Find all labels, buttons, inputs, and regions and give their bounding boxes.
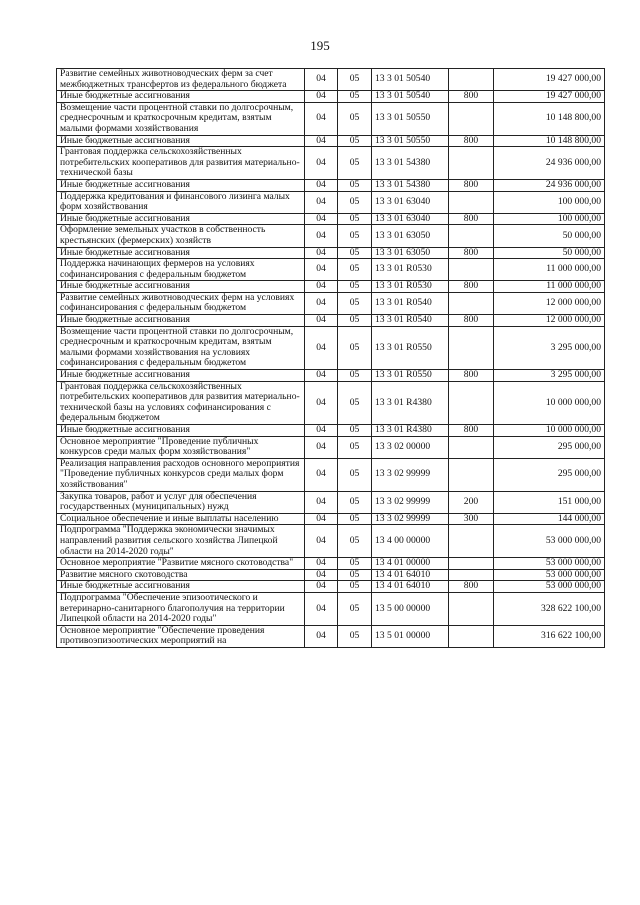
row-section: 04 xyxy=(305,225,338,247)
row-subsection: 05 xyxy=(338,213,372,225)
row-expense-type xyxy=(449,326,494,369)
row-section: 04 xyxy=(305,213,338,225)
row-expense-type: 800 xyxy=(449,281,494,293)
row-subsection: 05 xyxy=(338,91,372,103)
row-section: 04 xyxy=(305,247,338,259)
row-target-code: 13 4 01 64010 xyxy=(372,581,449,593)
row-amount: 24 936 000,00 xyxy=(494,179,605,191)
row-name: Закупка товаров, работ и услуг для обеспечения государственных (муниципальных) нужд xyxy=(57,491,305,513)
row-name: Основное мероприятие "Обеспечение проведения противоэпизоотических мероприятий на xyxy=(57,625,305,647)
row-amount: 53 000 000,00 xyxy=(494,525,605,558)
row-target-code: 13 3 02 99999 xyxy=(372,491,449,513)
row-subsection: 05 xyxy=(338,259,372,281)
row-name: Грантовая поддержка сельскохозяйственных потребительских кооперативов для развития материально-технической базы на условиях софинансирования с федеральным бюджетом xyxy=(57,381,305,424)
table-row xyxy=(57,513,605,525)
row-name: Иные бюджетные ассигнования xyxy=(57,581,305,593)
row-expense-type: 300 xyxy=(449,513,494,525)
row-name: Иные бюджетные ассигнования xyxy=(57,213,305,225)
row-name: Иные бюджетные ассигнования xyxy=(57,179,305,191)
row-subsection: 05 xyxy=(338,370,372,382)
row-section: 04 xyxy=(305,91,338,103)
row-subsection: 05 xyxy=(338,191,372,213)
row-target-code: 13 3 01 63050 xyxy=(372,247,449,259)
row-expense-type: 800 xyxy=(449,247,494,259)
row-subsection: 05 xyxy=(338,436,372,458)
row-name: Подпрограмма "Обеспечение эпизоотического и ветеринарно-санитарного благополучия на территории Липецкой области на 2014-2020 годы" xyxy=(57,592,305,625)
row-section: 04 xyxy=(305,281,338,293)
row-expense-type xyxy=(449,191,494,213)
table-row xyxy=(57,491,605,513)
row-amount: 53 000 000,00 xyxy=(494,581,605,593)
table-row xyxy=(57,69,605,91)
row-subsection: 05 xyxy=(338,625,372,647)
row-subsection: 05 xyxy=(338,558,372,570)
row-target-code: 13 5 01 00000 xyxy=(372,625,449,647)
row-amount: 144 000,00 xyxy=(494,513,605,525)
row-expense-type xyxy=(449,69,494,91)
row-target-code: 13 3 01 63050 xyxy=(372,225,449,247)
row-section: 04 xyxy=(305,581,338,593)
row-expense-type: 800 xyxy=(449,179,494,191)
row-section: 04 xyxy=(305,513,338,525)
row-name: Поддержка кредитования и финансового лизинга малых форм хозяйствования xyxy=(57,191,305,213)
table-row xyxy=(57,147,605,180)
table-row xyxy=(57,213,605,225)
row-expense-type xyxy=(449,259,494,281)
row-section: 04 xyxy=(305,436,338,458)
row-expense-type xyxy=(449,292,494,314)
row-target-code: 13 3 01 R4380 xyxy=(372,425,449,437)
table-row xyxy=(57,381,605,424)
row-amount: 12 000 000,00 xyxy=(494,315,605,327)
row-target-code: 13 3 01 R0540 xyxy=(372,292,449,314)
table-row xyxy=(57,191,605,213)
row-name: Реализация направления расходов основного мероприятия "Проведение публичных конкурсов среди малых форм хозяйствования" xyxy=(57,458,305,491)
row-subsection: 05 xyxy=(338,381,372,424)
row-subsection: 05 xyxy=(338,592,372,625)
row-expense-type: 800 xyxy=(449,135,494,147)
row-section: 04 xyxy=(305,191,338,213)
row-expense-type xyxy=(449,592,494,625)
row-section: 04 xyxy=(305,147,338,180)
row-subsection: 05 xyxy=(338,491,372,513)
row-expense-type: 800 xyxy=(449,315,494,327)
row-name: Иные бюджетные ассигнования xyxy=(57,281,305,293)
budget-table xyxy=(56,68,605,648)
table-row xyxy=(57,458,605,491)
page-number: 195 xyxy=(310,38,330,53)
row-name: Иные бюджетные ассигнования xyxy=(57,370,305,382)
row-amount: 151 000,00 xyxy=(494,491,605,513)
budget-table-body xyxy=(57,69,605,648)
row-name: Основное мероприятие "Развитие мясного скотоводства" xyxy=(57,558,305,570)
row-section: 04 xyxy=(305,592,338,625)
row-subsection: 05 xyxy=(338,525,372,558)
row-name: Возмещение части процентной ставки по долгосрочным, среднесрочным и краткосрочным кредитам, взятым малыми формами хозяйствования на условиях софинансирования с федеральным бюджетом xyxy=(57,326,305,369)
table-row xyxy=(57,592,605,625)
row-subsection: 05 xyxy=(338,292,372,314)
row-amount: 3 295 000,00 xyxy=(494,370,605,382)
row-target-code: 13 4 01 64010 xyxy=(372,569,449,581)
row-target-code: 13 3 01 R4380 xyxy=(372,381,449,424)
row-expense-type xyxy=(449,625,494,647)
row-target-code: 13 4 00 00000 xyxy=(372,525,449,558)
row-section: 04 xyxy=(305,425,338,437)
row-name: Иные бюджетные ассигнования xyxy=(57,315,305,327)
row-target-code: 13 3 02 99999 xyxy=(372,513,449,525)
table-row xyxy=(57,558,605,570)
row-section: 04 xyxy=(305,458,338,491)
row-expense-type xyxy=(449,436,494,458)
row-subsection: 05 xyxy=(338,425,372,437)
row-name: Развитие семейных животноводческих ферм за счет межбюджетных трансфертов из федерального бюджета xyxy=(57,69,305,91)
row-name: Основное мероприятие "Проведение публичных конкурсов среди малых форм хозяйствования" xyxy=(57,436,305,458)
row-expense-type: 800 xyxy=(449,581,494,593)
row-amount: 10 148 800,00 xyxy=(494,102,605,135)
row-amount: 53 000 000,00 xyxy=(494,569,605,581)
row-subsection: 05 xyxy=(338,513,372,525)
row-name: Подпрограмма "Поддержка экономически значимых направлений развития сельского хозяйства Липецкой области на 2014-2020 годы" xyxy=(57,525,305,558)
table-row xyxy=(57,525,605,558)
table-row xyxy=(57,225,605,247)
row-amount: 11 000 000,00 xyxy=(494,259,605,281)
row-name: Иные бюджетные ассигнования xyxy=(57,91,305,103)
row-subsection: 05 xyxy=(338,147,372,180)
row-subsection: 05 xyxy=(338,69,372,91)
row-section: 04 xyxy=(305,491,338,513)
row-expense-type: 800 xyxy=(449,91,494,103)
row-target-code: 13 3 01 54380 xyxy=(372,147,449,180)
row-target-code: 13 3 01 63040 xyxy=(372,191,449,213)
table-row xyxy=(57,326,605,369)
row-amount: 10 148 800,00 xyxy=(494,135,605,147)
row-section: 04 xyxy=(305,69,338,91)
row-amount: 10 000 000,00 xyxy=(494,425,605,437)
row-target-code: 13 3 01 R0530 xyxy=(372,259,449,281)
row-amount: 53 000 000,00 xyxy=(494,558,605,570)
row-subsection: 05 xyxy=(338,179,372,191)
row-name: Грантовая поддержка сельскохозяйственных потребительских кооперативов для развития материально-технической базы xyxy=(57,147,305,180)
row-target-code: 13 3 01 R0550 xyxy=(372,370,449,382)
row-amount: 3 295 000,00 xyxy=(494,326,605,369)
row-expense-type xyxy=(449,458,494,491)
row-subsection: 05 xyxy=(338,315,372,327)
row-amount: 11 000 000,00 xyxy=(494,281,605,293)
row-name: Оформление земельных участков в собственность крестьянских (фермерских) хозяйств xyxy=(57,225,305,247)
row-section: 04 xyxy=(305,315,338,327)
row-amount: 295 000,00 xyxy=(494,436,605,458)
row-subsection: 05 xyxy=(338,281,372,293)
row-target-code: 13 5 00 00000 xyxy=(372,592,449,625)
row-section: 04 xyxy=(305,259,338,281)
row-section: 04 xyxy=(305,625,338,647)
row-subsection: 05 xyxy=(338,102,372,135)
table-row xyxy=(57,135,605,147)
row-target-code: 13 3 01 50550 xyxy=(372,135,449,147)
row-subsection: 05 xyxy=(338,581,372,593)
row-expense-type: 200 xyxy=(449,491,494,513)
row-section: 04 xyxy=(305,292,338,314)
row-subsection: 05 xyxy=(338,569,372,581)
row-amount: 50 000,00 xyxy=(494,247,605,259)
row-amount: 295 000,00 xyxy=(494,458,605,491)
row-expense-type xyxy=(449,558,494,570)
row-expense-type xyxy=(449,147,494,180)
table-row xyxy=(57,436,605,458)
row-section: 04 xyxy=(305,558,338,570)
table-row xyxy=(57,91,605,103)
row-amount: 328 622 100,00 xyxy=(494,592,605,625)
row-amount: 10 000 000,00 xyxy=(494,381,605,424)
row-expense-type: 800 xyxy=(449,425,494,437)
row-amount: 100 000,00 xyxy=(494,191,605,213)
row-target-code: 13 3 01 R0530 xyxy=(372,281,449,293)
row-subsection: 05 xyxy=(338,225,372,247)
row-expense-type xyxy=(449,381,494,424)
table-row xyxy=(57,315,605,327)
row-expense-type: 800 xyxy=(449,370,494,382)
row-section: 04 xyxy=(305,569,338,581)
row-target-code: 13 3 02 00000 xyxy=(372,436,449,458)
table-row xyxy=(57,569,605,581)
row-amount: 19 427 000,00 xyxy=(494,69,605,91)
row-section: 04 xyxy=(305,135,338,147)
table-row xyxy=(57,581,605,593)
row-section: 04 xyxy=(305,102,338,135)
row-subsection: 05 xyxy=(338,326,372,369)
row-expense-type xyxy=(449,102,494,135)
row-target-code: 13 3 01 R0550 xyxy=(372,326,449,369)
row-section: 04 xyxy=(305,381,338,424)
row-name: Иные бюджетные ассигнования xyxy=(57,425,305,437)
table-row xyxy=(57,102,605,135)
row-subsection: 05 xyxy=(338,458,372,491)
row-amount: 100 000,00 xyxy=(494,213,605,225)
row-name: Возмещение части процентной ставки по долгосрочным, среднесрочным и краткосрочным кредитам, взятым малыми формами хозяйствования xyxy=(57,102,305,135)
row-name: Социальное обеспечение и иные выплаты населению xyxy=(57,513,305,525)
row-section: 04 xyxy=(305,525,338,558)
row-target-code: 13 3 01 50550 xyxy=(372,102,449,135)
row-expense-type xyxy=(449,225,494,247)
row-section: 04 xyxy=(305,326,338,369)
row-amount: 24 936 000,00 xyxy=(494,147,605,180)
row-name: Развитие семейных животноводческих ферм на условиях софинансирования с федеральным бюджетом xyxy=(57,292,305,314)
row-target-code: 13 3 01 63040 xyxy=(372,213,449,225)
row-target-code: 13 3 01 50540 xyxy=(372,69,449,91)
row-amount: 316 622 100,00 xyxy=(494,625,605,647)
table-row xyxy=(57,292,605,314)
table-row xyxy=(57,259,605,281)
row-name: Поддержка начинающих фермеров на условиях софинансирования с федеральным бюджетом xyxy=(57,259,305,281)
table-row xyxy=(57,281,605,293)
row-target-code: 13 3 01 50540 xyxy=(372,91,449,103)
row-amount: 12 000 000,00 xyxy=(494,292,605,314)
row-target-code: 13 4 01 00000 xyxy=(372,558,449,570)
table-row xyxy=(57,425,605,437)
row-name: Иные бюджетные ассигнования xyxy=(57,135,305,147)
row-expense-type: 800 xyxy=(449,213,494,225)
row-subsection: 05 xyxy=(338,135,372,147)
table-row xyxy=(57,625,605,647)
row-subsection: 05 xyxy=(338,247,372,259)
row-expense-type xyxy=(449,525,494,558)
row-expense-type xyxy=(449,569,494,581)
table-row xyxy=(57,247,605,259)
row-target-code: 13 3 01 R0540 xyxy=(372,315,449,327)
table-row xyxy=(57,179,605,191)
row-amount: 50 000,00 xyxy=(494,225,605,247)
row-section: 04 xyxy=(305,179,338,191)
row-amount: 19 427 000,00 xyxy=(494,91,605,103)
row-section: 04 xyxy=(305,370,338,382)
row-name: Иные бюджетные ассигнования xyxy=(57,247,305,259)
row-name: Развитие мясного скотоводства xyxy=(57,569,305,581)
row-target-code: 13 3 01 54380 xyxy=(372,179,449,191)
row-target-code: 13 3 02 99999 xyxy=(372,458,449,491)
table-row xyxy=(57,370,605,382)
